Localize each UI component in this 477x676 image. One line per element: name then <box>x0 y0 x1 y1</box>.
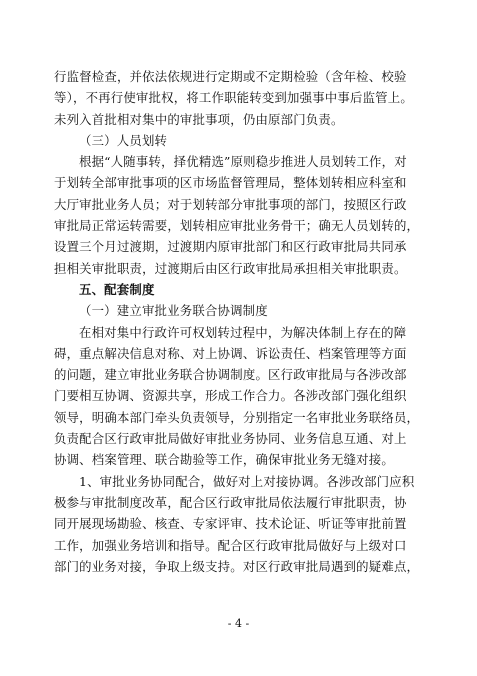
text-line: 工作，加强业务培训和指导。配合区行政审批局做好与上级对口 <box>54 537 407 553</box>
text-line: 等），不再行使审批权，将工作职能转变到加强事中事后监管上。 <box>54 90 413 106</box>
text-line: 1、审批业务协同配合，做好对上对接协调。各涉改部门应积 <box>79 473 415 489</box>
text-line: 部门的业务对接，争取上级支持。对区行政审批局遇到的疑难点， <box>54 558 420 574</box>
text-line: （三）人员划转 <box>79 132 168 148</box>
text-line: 于划转全部审批事项的区市场监督管理局，整体划转相应科室和 <box>54 175 407 191</box>
text-line: 负责配合区行政审批局做好审批业务协同、业务信息互通、对上 <box>54 431 407 447</box>
text-line: 领导，明确本部门牵头负责领导，分别指定一名审批业务联络员， <box>54 409 420 425</box>
text-line: 审批局正常运转需要，划转相应审批业务骨干；确无人员划转的， <box>54 218 420 234</box>
text-line: 门要相互协调、资源共享，形成工作合力。各涉改部门强化组织 <box>54 388 407 404</box>
text-line: 碍，重点解决信息对称、对上协调、诉讼责任、档案管理等方面 <box>54 345 407 361</box>
text-line: 设置三个月过渡期，过渡期内原审批部门和区行政审批局共同承 <box>54 239 407 255</box>
text-line: 的问题，建立审批业务联合协调制度。区行政审批局与各涉改部 <box>54 367 407 383</box>
text-line: 行监督检查，并依法依规进行定期或不定期检验（含年检、校验 <box>54 69 407 84</box>
text-line: 在相对集中行政许可权划转过程中，为解决体制上存在的障 <box>79 324 407 340</box>
text-line: 协调、档案管理、联合勘验等工作，确保审批业务无缝对接。 <box>54 452 394 468</box>
body-text <box>54 66 426 577</box>
page-number: - 4 - <box>227 617 250 630</box>
section-heading: 五、配套制度 <box>79 281 155 297</box>
text-line: 根据“人随事转，择优精选”原则稳步推进人员划转工作，对 <box>79 154 407 170</box>
text-line: （一）建立审批业务联合协调制度 <box>79 303 268 319</box>
text-line: 大厅审批业务人员；对于划转部分审批事项的部门，按照区行政 <box>54 196 407 212</box>
text-line: 担相关审批职责，过渡期后由区行政审批局承担相关审批职责。 <box>54 260 407 276</box>
text-line: 极参与审批制度改革，配合区行政审批局依法履行审批职责，协 <box>54 494 407 510</box>
text-line: 未列入首批相对集中的审批事项，仍由原部门负责。 <box>54 111 344 127</box>
text-line: 同开展现场勘验、核查、专家评审、技术论证、听证等审批前置 <box>54 516 407 532</box>
